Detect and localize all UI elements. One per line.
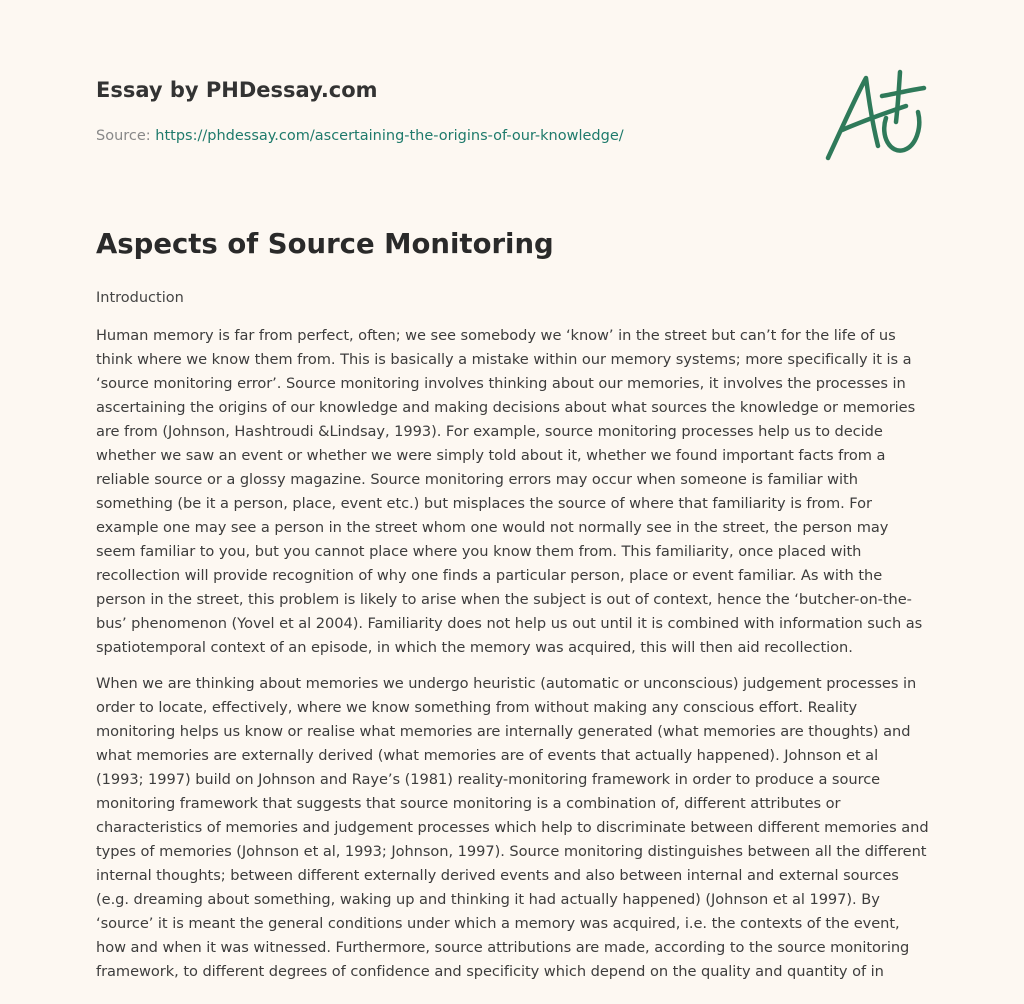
source-line xyxy=(96,126,796,146)
section-heading-introduction: Introduction xyxy=(96,290,184,306)
document-header xyxy=(96,76,796,146)
a-plus-grade-icon xyxy=(820,66,932,166)
source-link[interactable]: https://phdessay.com/ascertaining-the-origins-of-our-knowledge/ xyxy=(155,128,624,144)
site-brand: Essay by PHDessay.com xyxy=(96,78,378,102)
essay-title: Aspects of Source Monitoring xyxy=(96,228,554,260)
source-label: Source: xyxy=(96,128,156,144)
essay-article xyxy=(96,226,930,984)
essay-paragraph: When we are thinking about memories we undergo heuristic (automatic or unconscious) judgement processes in order to locate, effectively, where we know something from without making any conscious effort. Reality monitoring helps us know or realise what memories are internally generated (what memories are thoughts) and what memories are externally derived (what memories are of events that actually happened). Johnson et al (1993; 1997) build on Johnson and Raye’s (1981) reality-monitoring framework in order to produce a source monitoring framework that suggests that source monitoring is a combination of, different attributes or characteristics of memories and judgement processes which help to discriminate between different memories and types of memories (Johnson et al, 1993; Johnson, 1997). Source monitoring distinguishes between all the different internal thoughts; between different externally derived events and also between internal and external sources (e.g. dreaming about something, waking up and thinking it had actually happened) (Johnson et al 1997). By ‘source’ it is meant the general conditions under which a memory was acquired, i.e. the contexts of the event, how and when it was witnessed. Furthermore, source attributions are made, according to the source monitoring framework, to different degrees of confidence and specificity which depend on the quality and quantity of in xyxy=(96,675,929,980)
essay-paragraph: Human memory is far from perfect, often; we see somebody we ‘know’ in the street but can’t for the life of us think where we know them from. This is basically a mistake within our memory systems; more specifically it is a ‘source monitoring error’. Source monitoring involves thinking about our memories, it involves the processes in ascertaining the origins of our knowledge and making decisions about what sources the knowledge or memories are from (Johnson, Hashtroudi &Lindsay, 1993). For example, source monitoring processes help us to decide whether we saw an event or whether we were simply told about it, whether we found important facts from a reliable source or a glossy magazine. Source monitoring errors may occur when someone is familiar with something (be it a person, place, event etc.) but misplaces the source of where that familiarity is from. For example one may see a person in the street whom one would not normally see in the street, the person may seem familiar to you, but you cannot place where you know them from. This familiarity, once placed with recollection will provide recognition of why one finds a particular person, place or event familiar. As with the person in the street, this problem is likely to arise when the subject is out of context, hence the ‘butcher-on-the-bus’ phenomenon (Yovel et al 2004). Familiarity does not help us out until it is combined with information such as spatiotemporal context of an episode, in which the memory was acquired, this will then aid recollection. xyxy=(96,327,923,656)
